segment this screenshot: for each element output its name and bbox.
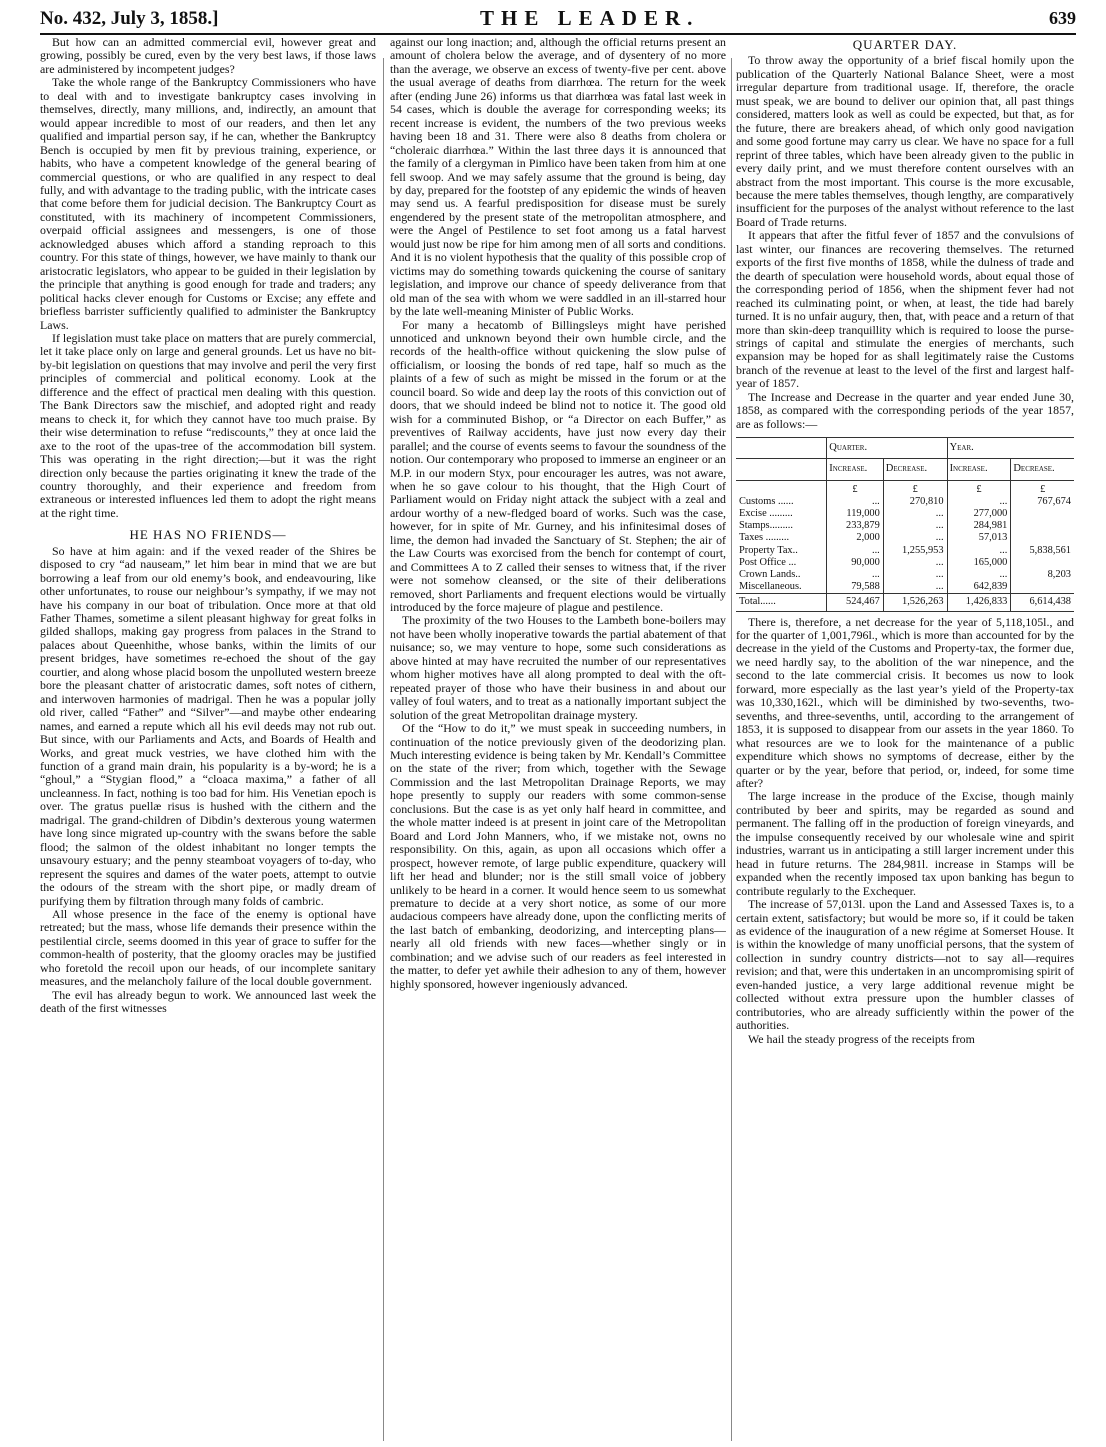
table-cell: ... xyxy=(883,569,947,581)
row-label: Customs ...... xyxy=(739,495,794,507)
paragraph: To throw away the opportunity of a brief fiscal homily upon the publication of the Quarterly National Balance Sheet, were a most irregular departure from traditional usage. If, therefore, the oracle must speak, we are bound to deliver our opinion that, all past things considered, matters look as well as could be expected, but that, as for the future, there are breakers ahead, of which only good navigation and some good fortune may carry us clear. We have no space for a full reprint of three tables, which have been already given to the public in every daily print, and we must therefore content ourselves with an abstract from the most important. This course is the more excusable, because the mere tables themselves, though lengthy, are comparatively insufficient for the purposes of the analyst without reference to the last Board of Trade returns. xyxy=(736,53,1074,229)
table-row xyxy=(736,557,1074,569)
table-cell: 524,467 xyxy=(827,594,884,611)
table-cell xyxy=(1011,581,1074,594)
header-rule xyxy=(40,33,1076,35)
table-cell: ... xyxy=(883,508,947,520)
table-cell: ... xyxy=(827,545,884,557)
table-cell xyxy=(1011,520,1074,532)
article-heading: QUARTER DAY. xyxy=(852,37,958,52)
table-cell: 165,000 xyxy=(947,557,1011,569)
paragraph: Of the “How to do it,” we must speak in succeeding numbers, in continuation of the notice previously given of the deodorizing plan. Much interesting evidence is being taken by Mr. Kendall’s Committee on the state of the river; from which, together with the Sewage Commission and the last Metropolitan Drainage Reports, we may hope presently to supply our readers with some common-sense conclusions. But the case is as yet only half heard in committee, and the whole matter indeed is at present in joint care of the Metropolitan Board and Lord John Manners, who, if we mistake not, owns no responsibility. On this, again, as upon all occasions which offer a prospect, however remote, of large public expenditure, quackery will lift her head and blunder; nor is the still small voice of jobbery unlikely to be heard in a corner. It would hence seem to us somewhat premature to decide at a very short notice, as some of our more audacious compeers have already done, upon the conflicting merits of the last batch of embanking, deodorizing, and intercepting plans—nearly all old friends with new faces—whether singly or in combination; and we advise such of our readers as feel interested in the matter, to defer yet awhile their adhesion to any of them, however highly sponsored, however ingeniously advanced. xyxy=(390,721,726,991)
currency-symbol: £ xyxy=(947,480,1011,496)
paragraph: For many a hecatomb of Billingsleys might have perished unnoticed and unknown beyond their own humble circle, and the records of the health-office without quickening the slow pulse of officialism, or loosing the bonds of red tape, half so much as the plaints of a few of such as might be missed in the forum or at the council board. So wide and deep lay the roots of this conviction out of doors, that we should indeed be blind not to notice it. The good old wish for a comminuted Bishop, or “a Director on each Buffer,” as preventives of Railway accidents, have just now every day their parallel; and the course of events seems to favour the soundness of the notion. Our contemporary who proposed to immerse an engineer or an M.P. in our modern Styx, pour encourager les autres, was not aware, when he so gave colour to his thought, that the High Court of Parliament would on Friday night attack the subject with a zeal and ardour worthy of a new-fledged board of works. Such was the case, however, for in spite of Mr. Gurney, and his infinitesimal doses of lime, the demon had invaded the Sanctuary of St. Stephen; the air of the Law Courts was exorcised from the bench for contempt of court, and Committees A to Z called their senses to witness that, if the river were not somehow cleansed, or the site of their deliberations removed, short Parliaments and frequent elections would be virtually introduced by the force majeure of plague and pestilence. xyxy=(390,317,726,615)
table-cell: 79,588 xyxy=(827,581,884,594)
column-header: Increase. xyxy=(947,459,1011,480)
row-label: Excise ......... xyxy=(739,507,793,519)
group-header-year: Year. xyxy=(947,438,1074,459)
column-header: Decrease. xyxy=(883,459,947,480)
currency-symbol: £ xyxy=(1011,480,1074,496)
row-label: Stamps......... xyxy=(739,520,793,532)
table-cell: 119,000 xyxy=(827,508,884,520)
row-label: Crown Lands.. xyxy=(739,568,801,580)
row-label: Miscellaneous. xyxy=(739,581,802,593)
table-cell: 233,879 xyxy=(827,520,884,532)
table-row xyxy=(736,496,1074,508)
currency-symbol: £ xyxy=(827,480,884,496)
paragraph: There is, therefore, a net decrease for the year of 5,118,105l., and for the quarter of 1,001,796l., which is more than accounted for by the decrease in the yield of the Customs and Property-tax, the former due, we need hardly say, to the abolition of the war ninepence, and the second to the late commercial crisis. It becomes us now to look forward, more especially as the last year’s yield of the Property-tax was 10,330,162l., which will be diminished by two-sevenths, two-sevenths, and three-sevenths, until, according to the arrangement of 1853, it is supposed to disappear from our assets in the year 1860. To what resources are we to look for the maintenance of a public expenditure which shows no symptoms of decrease, either by the quarter or by the year, before that period, or, indeed, for some time after? xyxy=(736,614,1074,791)
column-divider xyxy=(731,58,732,1441)
table-cell: 2,000 xyxy=(827,532,884,544)
table-row xyxy=(736,581,1074,594)
table-cell: ... xyxy=(883,520,947,532)
row-label: Post Office ... xyxy=(739,556,797,568)
table-cell: ... xyxy=(883,581,947,594)
table-cell: 642,839 xyxy=(947,581,1011,594)
paragraph: Take the whole range of the Bankruptcy Commissioners who have to deal with and to investigate bankruptcy cases involving in themselves, directly, many millions, and, indirectly, an amount that would appear incredible to most of our readers, and then let any qualified and impartial person say, if he can, whether the Bankruptcy Bench is occupied by men fit by previous training, experience, or habits, who have a competent knowledge of the general bearing of commercial questions, or who are qualified in any respect to deal fully, and with advantage to the trading public, with the intricate cases that come before them for judicial decision. The Bankruptcy Court as constituted, with its machinery of incompetent Commissioners, overpaid official assignees and messengers, is one of those acknowledged abuses which afford a standing reproach to this country. For this state of things, however, we have mainly to thank our aristocratic legislators, who appear to be guided in their legislation by the principle that anything is good enough for trade and traders; any political hacks clever enough for Customs or Excise; any effete and briefless barrister sufficiently qualified to administer the Bankruptcy Laws. xyxy=(40,75,376,332)
paragraph: If legislation must take place on matters that are purely commercial, let it take place only on large and general grounds. Let us have no bit-by-bit legislation on questions that may involve and peril the very first principles of commercial and political economy. Look at the difference and the effect of practical men dealing with this question. The Bank Directors saw the mischief, and adopted right and ready means to check it, for which they cannot have too much praise. By their wise determination to refuse “rediscounts,” they at once laid the axe to the root of the upas-tree of the accommodation bill system. This was operating in the right direction;—but it was the right direction only because the parties originating it knew the trade of the country thoroughly, and their experience and freedom from extraneous or interested influences led them to adopt the right means at the right time. xyxy=(40,330,376,520)
column-3 xyxy=(736,36,1074,1441)
table-cell: 5,838,561 xyxy=(1011,545,1074,557)
row-label: Total...... xyxy=(736,594,827,611)
table-cell: 1,526,263 xyxy=(883,594,947,611)
paragraph: All whose presence in the face of the enemy is optional have retreated; but the mass, whose life demands their presence within the pestilential circle, seems doomed in this year of grace to suffer for the common-health of posterity, that the gloomy oracles may be justified who foretold the recoil upon our heads, of our incomplete sanitary measures, and the melancholy failure of the local double government. xyxy=(40,907,376,989)
column-2 xyxy=(390,36,726,1441)
table-cell: 1,255,953 xyxy=(883,545,947,557)
table-intro: The Increase and Decrease in the quarter and year ended June 30, 1858, as compared with the corresponding periods of the year 1857, are as follows:— xyxy=(736,389,1074,431)
table-row xyxy=(736,520,1074,532)
column-header: Increase. xyxy=(827,459,884,480)
table-cell: 284,981 xyxy=(947,520,1011,532)
table-cell: ... xyxy=(827,569,884,581)
table-cell: 270,810 xyxy=(883,496,947,508)
paragraph: The increase of 57,013l. upon the Land and Assessed Taxes is, to a certain extent, satisfactory; but would be more so, if it could be taken as evidence of the inauguration of a new régime at Somerset House. It is within the knowledge of many unofficial persons, that the system of collection in sundry country districts—not to say all—requires revision; and that, were this undertaken in an uncompromising spirit of even-handed justice, a very large additional revenue might be collected without extra pressure upon the humbler classes of contributories, who are already sufficiently within the power of the authorities. xyxy=(736,897,1074,1033)
paragraph: The proximity of the two Houses to the Lambeth bone-boilers may not have been wholly inoperative towards the partial abatement of that nuisance; so, we may venture to hope, some such considerations as above hinted at may have recruited the number of our representatives whom higher motives have all along prompted to deal with the oft-repeated prayer of those who have their business in and about our valley of foul waters, and to treat as a nationally important subject the solution of the great Metropolitan drainage mystery. xyxy=(390,613,726,722)
column-divider xyxy=(383,58,384,1441)
table-cell: 1,426,833 xyxy=(947,594,1011,611)
table-cell: 767,674 xyxy=(1011,496,1074,508)
row-label: Taxes ......... xyxy=(739,532,790,544)
column-header: Decrease. xyxy=(1011,459,1074,480)
table-cell: 90,000 xyxy=(827,557,884,569)
table-cell: ... xyxy=(883,532,947,544)
masthead-title: THE LEADER. xyxy=(480,6,700,30)
table-cell: 8,203 xyxy=(1011,569,1074,581)
total-row xyxy=(736,594,1074,611)
currency-symbol: £ xyxy=(883,480,947,496)
revenue-table xyxy=(736,437,1074,611)
page-number: 639 xyxy=(1049,8,1076,28)
paragraph: So have at him again: and if the vexed reader of the Shires be disposed to cry “ad nauseam,” let him bear in mind that we are but borrowing a leaf from our old enemy’s book, and endeavouring, like other unfortunates, to rouse our neighbour’s sympathy, if we may not have his company in our boat of tribulation. Once more at that old Father Thames, sometime a silent pleasant highway for great folks in gilded shallops, making gay progress from palaces in the Strand to palaces about Queenhithe, whose banks, within the limits of our present bridges, have sometimes re-echoed the shout of the gay courtier, and along whose placid bosom the unpolluted western breeze bore the pleasant chatter of aristocratic dames, soft notes of cithern, and interwoven harmonies of madrigal. Then he was a popular jolly old river, called “Father” and “Silver”—and maybe other endearing names, and earned a repute which all his evil deeds may not rub out. But since, with our Parliaments and Acts, and Boards of Health and Works, and great muck vestries, we have clothed him with the function of a grand main drain, his popularity is a by-word; he is a “ghoul,” a “Stygian flood,” a “cloaca maxima,” a father of all uncleanness. In fact, nothing is too bad for him. His Venetian epoch is over. The gratus puellæ risus is hushed with the cithern and the madrigal. The grand-children of Dibdin’s dexterous young watermen have long since migrated up-country with the swans before the sable flood; the salmon of the oldest inhabitant no longer tempts the unsavoury estuary; and the penny steamboat voyagers of to-day, who represent the squires and dames of the water poets, attempt to outvie the odours of the stream with the short pipe, or madly dream of purifying them by filtration through many folds of cambric. xyxy=(40,543,376,908)
paragraph: It appears that after the fitful fever of 1857 and the convulsions of last winter, our finances are recovering themselves. The returned exports of the first five months of 1858, while the dulness of trade and the dearth of speculation were household words, about equal those of the corresponding period of 1856, when the shipment fever had not reached its culminating point, or when, at least, the tide had barely turned. It is no unfair augury, then, that, with peace and a return of that more than skin-deep tranquillity which is required to loose the purse-strings of capital and stimulate the energies of merchants, such expansion may be hoped for as shall legitimately raise the Customs branch of the revenue at least to the level of the first and largest half-year of 1857. xyxy=(736,228,1074,391)
table-cell: ... xyxy=(947,569,1011,581)
table-cell xyxy=(1011,508,1074,520)
table-row xyxy=(736,569,1074,581)
issue-date: No. 432, July 3, 1858.] xyxy=(40,8,219,29)
article-heading: HE HAS NO FRIENDS— xyxy=(129,527,287,543)
table-row xyxy=(736,545,1074,557)
table-cell: 57,013 xyxy=(947,532,1011,544)
page-header xyxy=(40,6,1076,32)
table-cell: 6,614,438 xyxy=(1011,594,1074,611)
row-label: Property Tax.. xyxy=(739,544,798,556)
group-header-quarter: Quarter. xyxy=(827,438,947,459)
paragraph: But how can an admitted commercial evil, however great and growing, possibly be cured, even by the very best laws, if those laws are administered by incompetent judges? xyxy=(40,36,376,76)
table-row xyxy=(736,532,1074,544)
table-cell xyxy=(1011,557,1074,569)
column-1 xyxy=(40,36,376,1441)
paragraph: We hail the steady progress of the receipts from xyxy=(748,1031,975,1046)
table-cell: ... xyxy=(947,496,1011,508)
paragraph: The evil has already begun to work. We announced last week the death of the first witnesses xyxy=(40,987,376,1016)
paragraph: The large increase in the produce of the Excise, though mainly contributed by beer and spirits, may be regarded as sound and permanent. The falling off in the production of foreign vineyards, and the impulse consequently received by our wholesale wine and spirit industries, warrant us in anticipating a still larger increment under this head in future returns. The 284,981l. increase in Stamps will be expanded when the recently imposed tax upon banking has begun to contribute regularly to the Exchequer. xyxy=(736,789,1074,898)
table-cell: ... xyxy=(883,557,947,569)
table-cell: ... xyxy=(947,545,1011,557)
table-cell xyxy=(1011,532,1074,544)
paragraph: against our long inaction; and, although the official returns present an amount of cholera below the average, and of dysentery of no more than the average, we observe an excess of twenty-five per cent. above the usual average of deaths from diarrhœa. The return for the week after (ending June 26) informs us that diarrhœa was fatal last week in 54 cases, which is double the average for corresponding weeks; its recent increase is evident, the numbers of the two previous weeks having been 18 and 31. There were also 8 deaths from cholera or “choleraic diarrhœa.” Within the last three days it is announced that the family of a clergyman in Pimlico have been taken from him at one fell swoop. And we may safely assume that the ground is being, day by day, prepared for the footstep of any epidemic the winds of heaven may send us. A fearful predisposition for disease must be surely engendered by the present state of the metropolitan atmosphere, and were the Angel of Pestilence to set foot among us a fatal harvest would just now be ripe for him among men of all sorts and conditions. And it is no violent hypothesis that the quality of this possible crop of victims may do something towards quickening the course of sanitary legislation, and improve our chance of speedy deliverance from that old man of the sea with whom we were saddled in an ill-starred hour by the late well-meaning Minister of Public Works. xyxy=(390,36,726,319)
table-row xyxy=(736,508,1074,520)
table-cell: 277,000 xyxy=(947,508,1011,520)
table-cell: ... xyxy=(827,496,884,508)
